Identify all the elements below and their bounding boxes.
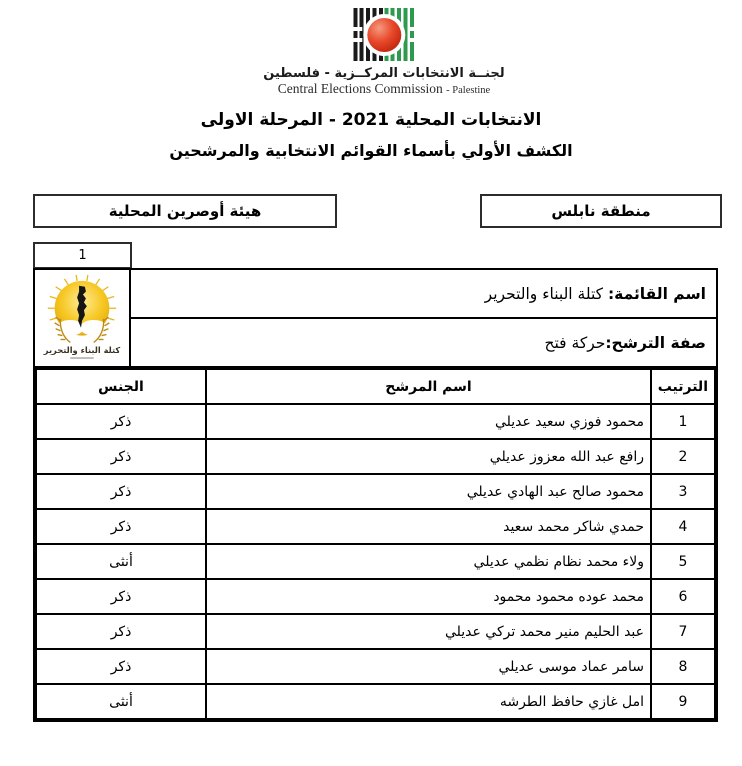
list-info-section xyxy=(35,270,716,368)
gender-cell: ذكر xyxy=(36,509,206,544)
logo-notch xyxy=(408,27,415,31)
table-row xyxy=(36,579,715,614)
cec-logo xyxy=(353,8,415,61)
list-logo-cell xyxy=(35,270,131,366)
logo-notch xyxy=(353,38,362,42)
org-name-en-main: Central Elections Commission xyxy=(277,81,443,96)
name-cell: محمود فوزي سعيد عديلي xyxy=(206,404,651,439)
rank-cell: 6 xyxy=(651,579,715,614)
list-number-box: 1 xyxy=(33,242,132,269)
list-name-value: كتلة البناء والتحرير xyxy=(484,284,604,303)
document-title-line1: الانتخابات المحلية 2021 - المرحلة الاولى xyxy=(200,110,542,130)
rank-cell: 2 xyxy=(651,439,715,474)
table-row xyxy=(36,474,715,509)
table-header-row xyxy=(36,369,715,404)
gender-cell: ذكر xyxy=(36,649,206,684)
gender-cell: ذكر xyxy=(36,404,206,439)
name-cell: سامر عماد موسى عديلي xyxy=(206,649,651,684)
capacity-label: صفة الترشح: xyxy=(605,333,706,352)
list-emblem xyxy=(40,273,124,363)
table-row xyxy=(36,649,715,684)
name-cell: ولاء محمد نظام نظمي عديلي xyxy=(206,544,651,579)
list-info-texts xyxy=(131,270,716,366)
gender-cell: أنثى xyxy=(36,544,206,579)
logo-notch xyxy=(353,27,362,31)
gender-cell: أنثى xyxy=(36,684,206,719)
capacity-value: حركة فتح xyxy=(544,333,606,352)
cec-logo-red-ball-icon xyxy=(367,18,401,52)
name-cell: محمد عوده محمود محمود xyxy=(206,579,651,614)
list-name-row xyxy=(131,270,716,319)
table-row xyxy=(36,439,715,474)
table-row xyxy=(36,614,715,649)
rank-cell: 5 xyxy=(651,544,715,579)
locality-box: هيئة أوصرين المحلية xyxy=(33,194,337,228)
candidates-table xyxy=(35,368,716,720)
rank-cell: 4 xyxy=(651,509,715,544)
cec-header xyxy=(263,8,504,97)
table-row xyxy=(36,544,715,579)
name-cell: عبد الحليم منير محمد تركي عديلي xyxy=(206,614,651,649)
table-row xyxy=(36,404,715,439)
org-name-arabic: لجنــة الانتخابات المركــزية - فلسطين xyxy=(263,66,505,81)
rank-cell: 8 xyxy=(651,649,715,684)
gender-header: الجنس xyxy=(36,369,206,404)
candidate-list-table xyxy=(33,268,718,722)
logo-notch xyxy=(408,38,415,42)
name-cell: رافع عبد الله معزوز عديلي xyxy=(206,439,651,474)
rank-header: الترتيب xyxy=(651,369,715,404)
name-header: اسم المرشح xyxy=(206,369,651,404)
name-cell: محمود صالح عبد الهادي عديلي xyxy=(206,474,651,509)
district-box: منطقة نابلس xyxy=(480,194,722,228)
list-name-label: اسم القائمة: xyxy=(607,284,706,303)
candidacy-capacity-row xyxy=(131,319,716,366)
gender-cell: ذكر xyxy=(36,474,206,509)
org-name-english xyxy=(263,81,504,97)
rank-cell: 9 xyxy=(651,684,715,719)
list-logo-text: كتلة البناء والتحرير xyxy=(43,345,121,356)
gender-cell: ذكر xyxy=(36,614,206,649)
table-row xyxy=(36,684,715,719)
name-cell: حمدي شاكر محمد سعيد xyxy=(206,509,651,544)
name-cell: امل غازي حافظ الطرشه xyxy=(206,684,651,719)
gender-cell: ذكر xyxy=(36,439,206,474)
table-row xyxy=(36,509,715,544)
gender-cell: ذكر xyxy=(36,579,206,614)
document-title-line2: الكشف الأولي بأسماء القوائم الانتخابية والمرشحين xyxy=(169,141,573,160)
logo-subtitle-line xyxy=(70,357,93,359)
rank-cell: 3 xyxy=(651,474,715,509)
rank-cell: 1 xyxy=(651,404,715,439)
org-name-en-suffix: - Palestine xyxy=(446,85,491,96)
rank-cell: 7 xyxy=(651,614,715,649)
